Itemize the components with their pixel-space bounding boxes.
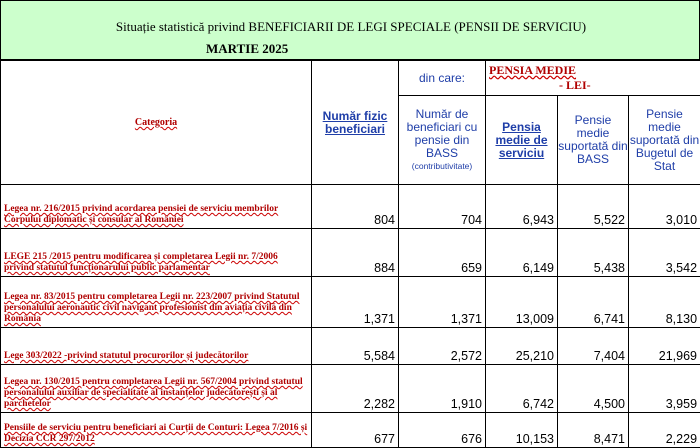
row-category[interactable]: [1, 413, 312, 448]
cell-bass-beneficiaries[interactable]: 2,572: [399, 328, 486, 365]
cell-avg-service[interactable]: 6,742: [486, 365, 558, 413]
report-period: MARTIE 2025: [206, 41, 326, 57]
cell-avg-state[interactable]: 2,229: [629, 413, 700, 448]
header-category-label: Categoria: [135, 117, 177, 128]
header-avg-service[interactable]: [486, 96, 558, 185]
cell-avg-state[interactable]: 3,959: [629, 365, 700, 413]
cell-avg-state[interactable]: 3,010: [629, 185, 700, 229]
row-category[interactable]: [1, 229, 312, 277]
cell-bass-beneficiaries[interactable]: 704: [399, 185, 486, 229]
header-of-which-label: din care:: [419, 71, 465, 85]
table-row: [1, 277, 700, 328]
header-avg-bass-label: Pensie medie suportată din BASS: [558, 113, 627, 166]
title-band: [0, 0, 700, 60]
row-category[interactable]: [1, 328, 312, 365]
header-bass-beneficiaries[interactable]: [399, 96, 486, 185]
header-beneficiaries-label: Număr fizic beneficiari: [323, 109, 388, 136]
table-row: [1, 413, 700, 448]
cell-avg-service[interactable]: 25,210: [486, 328, 558, 365]
cell-avg-bass[interactable]: 7,404: [558, 328, 629, 365]
header-avg-state-label: Pensie medie suportată din Bugetul de Stat: [630, 107, 699, 173]
cell-avg-service[interactable]: 10,153: [486, 413, 558, 448]
statistics-table: [0, 60, 700, 448]
cell-avg-service[interactable]: 13,009: [486, 277, 558, 328]
row-category[interactable]: [1, 277, 312, 328]
cell-avg-bass[interactable]: 5,522: [558, 185, 629, 229]
header-avg-bass[interactable]: [558, 96, 629, 185]
cell-avg-bass[interactable]: 8,471: [558, 413, 629, 448]
cell-avg-state[interactable]: 8,130: [629, 277, 700, 328]
cell-avg-service[interactable]: 6,149: [486, 229, 558, 277]
table-row: [1, 328, 700, 365]
cell-beneficiaries[interactable]: 677: [312, 413, 399, 448]
row-category-text: Legea nr. 130/2015 pentru completarea Legii nr. 567/2004 privind statutul personalului auxiliar de specialitate al instanțelor judecătorești și al parchetelor: [4, 377, 303, 409]
cell-avg-bass[interactable]: 4,500: [558, 365, 629, 413]
row-category[interactable]: [1, 185, 312, 229]
report-title: Situație statistică privind BENEFICIARII DE LEGI SPECIALE (PENSII DE SERVICIU): [1, 19, 700, 35]
header-avg-state[interactable]: [629, 96, 700, 185]
cell-beneficiaries[interactable]: 804: [312, 185, 399, 229]
header-unit-label: - LEI-: [489, 78, 697, 93]
row-category-text: Pensiile de serviciu pentru beneficiari ai Curții de Conturi: Legea 7/2016 și Decizia CCR 297/2012: [4, 423, 307, 444]
cell-avg-bass[interactable]: 6,741: [558, 277, 629, 328]
cell-bass-beneficiaries[interactable]: 676: [399, 413, 486, 448]
cell-avg-service[interactable]: 6,943: [486, 185, 558, 229]
cell-beneficiaries[interactable]: 1,371: [312, 277, 399, 328]
header-avg-service-label: Pensia medie de serviciu: [495, 120, 547, 160]
header-category[interactable]: [1, 61, 312, 185]
header-bass-note: (contributivitate): [399, 160, 485, 173]
table-row: [1, 365, 700, 413]
row-category-text: Legea nr. 216/2015 privind acordarea pensiei de serviciu membrilor Corpului diplomatic și consular al României: [4, 204, 278, 225]
cell-beneficiaries[interactable]: 5,584: [312, 328, 399, 365]
row-category-text: LEGE 215 /2015 pentru modificarea și completarea Legii nr. 7/2006 privind statutul funcționarului public parlamentar: [4, 252, 278, 273]
header-average-pension-label: PENSIA MEDIE: [489, 63, 697, 78]
cell-avg-bass[interactable]: 5,438: [558, 229, 629, 277]
cell-beneficiaries[interactable]: 884: [312, 229, 399, 277]
header-row-top: [1, 61, 700, 96]
header-average-pension[interactable]: [486, 61, 700, 96]
row-category[interactable]: [1, 365, 312, 413]
cell-bass-beneficiaries[interactable]: 659: [399, 229, 486, 277]
header-beneficiaries[interactable]: [312, 61, 399, 185]
row-category-text: Legea nr. 83/2015 pentru completarea Legii nr. 223/2007 privind Statutul personalului aeronautic civil navigant profesionist din aviația civilă din România: [4, 292, 299, 324]
cell-bass-beneficiaries[interactable]: 1,910: [399, 365, 486, 413]
table-row: [1, 229, 700, 277]
header-of-which[interactable]: [399, 61, 486, 96]
header-bass-beneficiaries-label: Număr de beneficiari cu pensie din BASS: [399, 108, 485, 160]
cell-beneficiaries[interactable]: 2,282: [312, 365, 399, 413]
cell-avg-state[interactable]: 21,969: [629, 328, 700, 365]
table-row: [1, 185, 700, 229]
cell-bass-beneficiaries[interactable]: 1,371: [399, 277, 486, 328]
cell-avg-state[interactable]: 3,542: [629, 229, 700, 277]
row-category-text: Lege 303/2022 -privind statutul procurorilor și judecătorilor: [4, 351, 248, 361]
